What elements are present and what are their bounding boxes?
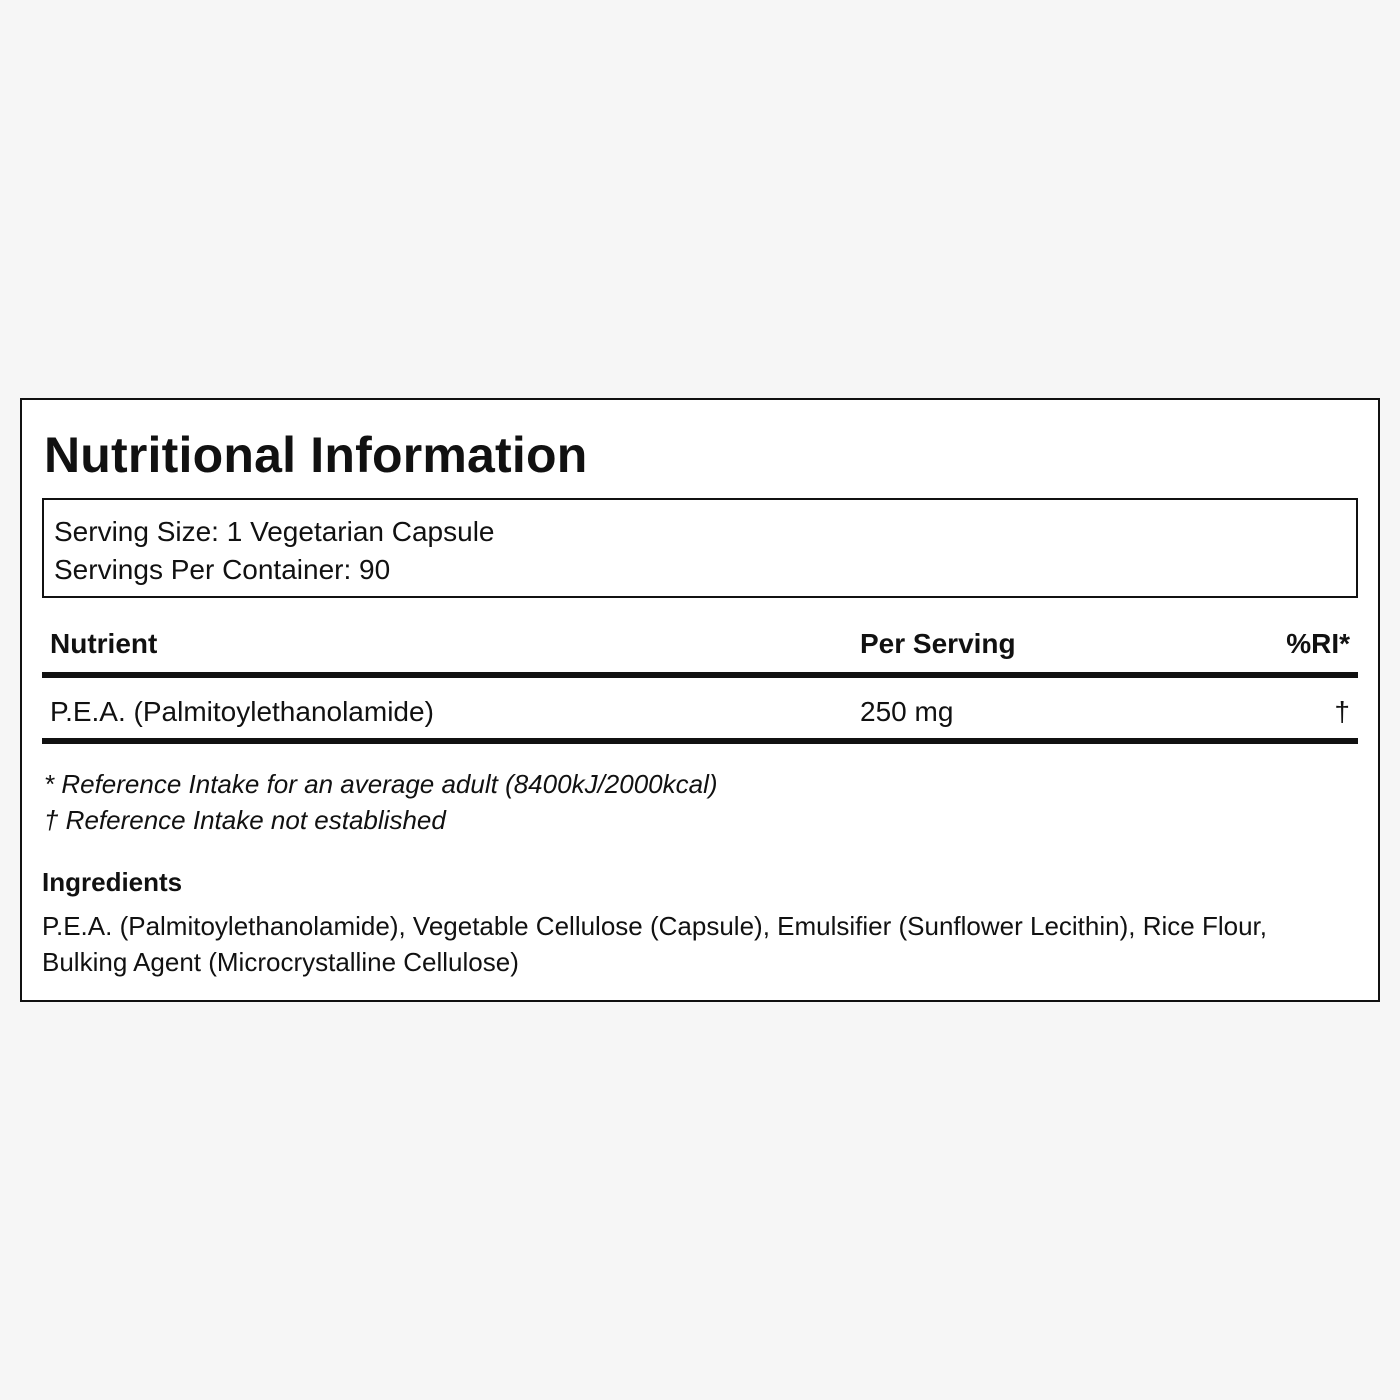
header-per-serving: Per Serving xyxy=(860,628,1016,659)
header-nutrient: Nutrient xyxy=(50,628,158,659)
serving-size: Serving Size: 1 Vegetarian Capsule xyxy=(54,516,495,547)
serving-info-box xyxy=(42,498,1358,598)
ingredients-text: P.E.A. (Palmitoylethanolamide), Vegetable Cellulose (Capsule), Emulsifier (Sunflower Lecithin), Rice Flour, Bulking Agent (Microcrystalline Cellulose) xyxy=(42,911,1267,977)
servings-per-container: Servings Per Container: 90 xyxy=(54,554,391,585)
footnote-reference-intake: * Reference Intake for an average adult (8400kJ/2000kcal) xyxy=(44,769,718,799)
nutrient-table-header xyxy=(42,622,1358,678)
table-row xyxy=(42,678,1358,744)
nutrition-panel xyxy=(20,398,1380,1002)
row-per-serving: 250 mg xyxy=(860,696,954,727)
row-ri: † xyxy=(1334,696,1350,727)
footnote-not-established: † Reference Intake not established xyxy=(44,805,446,835)
panel-title: Nutritional Information xyxy=(44,427,588,483)
header-ri: %RI* xyxy=(1286,628,1350,659)
row-nutrient: P.E.A. (Palmitoylethanolamide) xyxy=(50,696,434,727)
ingredients-heading: Ingredients xyxy=(42,867,183,897)
footnotes xyxy=(44,766,718,838)
